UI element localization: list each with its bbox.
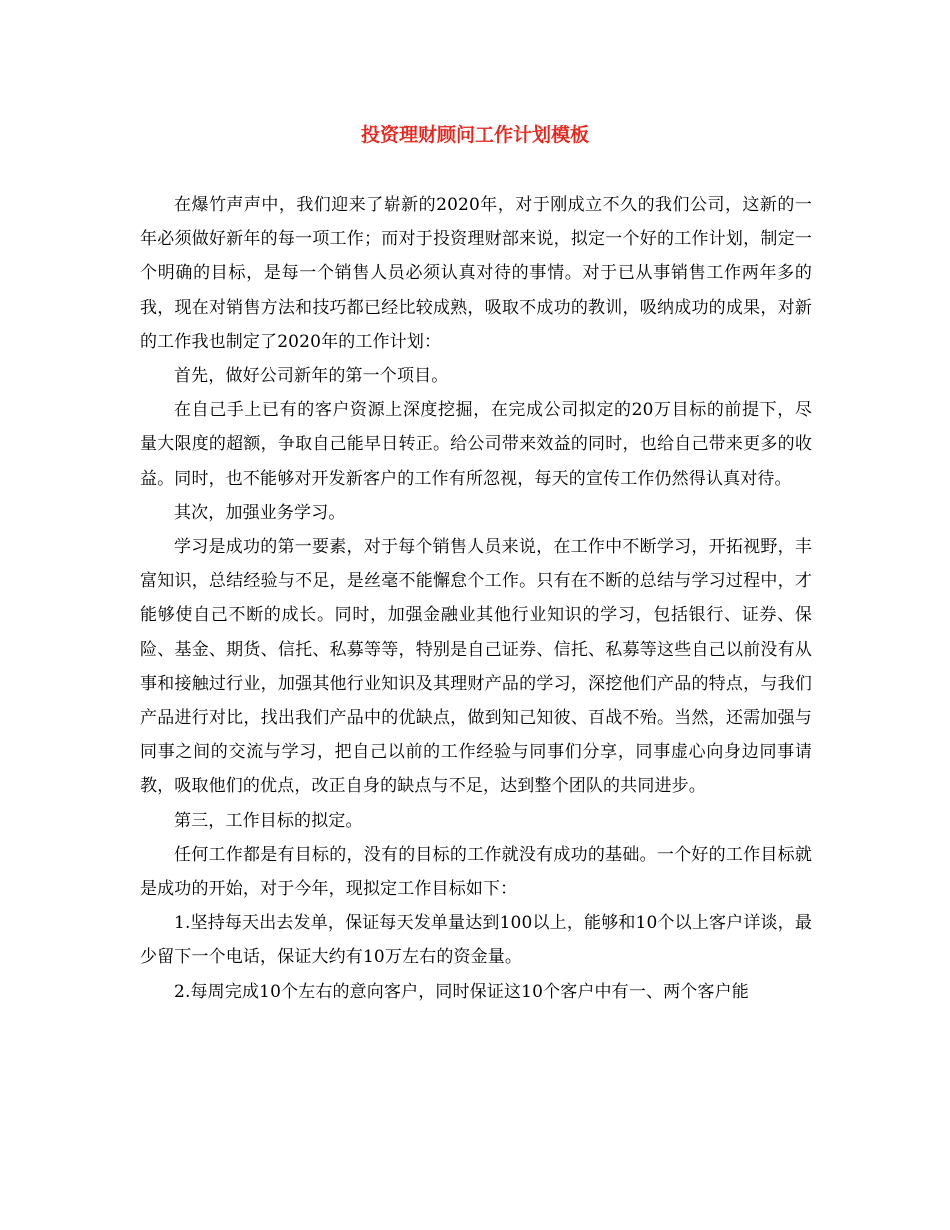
paragraph-goal-1: 1.坚持每天出去发单，保证每天发单量达到100以上，能够和10个以上客户详谈，最少留下一个电话，保证大约有10万左右的资金量。 bbox=[140, 913, 812, 968]
paragraph-business-study: 学习是成功的第一要素，对于每个销售人员来说，在工作中不断学习，开拓视野，丰富知识，总结经验与不足，是丝毫不能懈怠个工作。只有在不断的总结与学习过程中，才能够使自己不断的成长。同时，加强金融业其他行业知识的学习，包括银行、证券、保险、基金、期货、信托、私募等等，特别是自己证券、信托、私募等这些自己以前没有从事和接触过行业，加强其他行业知识及其理财产品的学习，深挖他们产品的特点，与我们产品进行对比，找出我们产品中的优缺点，做到知己知彼、百战不殆。当然，还需加强与同事之间的交流与学习，把自己以前的工作经验与同事们分享，同事虚心向身边同事请教，吸取他们的优点，改正自身的缺点与不足，达到整个团队的共同进步。 bbox=[140, 537, 812, 797]
paragraph-goals-intro: 任何工作都是有目标的，没有的目标的工作就没有成功的基础。一个好的工作目标就是成功的开始，对于今年，现拟定工作目标如下： bbox=[140, 844, 812, 900]
document-title: 投资理财顾问工作计划模板 bbox=[360, 124, 589, 146]
paragraph-heading-third: 第三，工作目标的拟定。 bbox=[174, 810, 363, 831]
paragraph-goal-2: 2.每周完成10个左右的意向客户，同时保证这10个客户中有一、两个客户能 bbox=[174, 981, 749, 1002]
paragraph-heading-second: 其次，加强业务学习。 bbox=[174, 502, 346, 523]
paragraph-intro: 在爆竹声声中，我们迎来了崭新的2020年，对于刚成立不久的我们公司，这新的一年必须做好新年的每一项工作；而对于投资理财部来说，拟定一个好的工作计划，制定一个明确的目标，是每一个销售人员必须认真对待的事情。对于已从事销售工作两年多的我，现在对销售方法和技巧都已经比较成熟，吸取不成功的教训，吸纳成功的成果，对新的工作我也制定了2020年的工作计划： bbox=[140, 195, 812, 352]
paragraph-first-project: 在自己手上已有的客户资源上深度挖掘，在完成公司拟定的20万目标的前提下，尽量大限度的超额，争取自己能早日转正。给公司带来效益的同时，也给自己带来更多的收益。同时，也不能够对开发新客户的工作有所忽视，每天的宣传工作仍然得认真对待。 bbox=[140, 400, 812, 489]
paragraph-heading-first: 首先，做好公司新年的第一个项目。 bbox=[174, 366, 449, 387]
document-body bbox=[140, 188, 812, 1009]
